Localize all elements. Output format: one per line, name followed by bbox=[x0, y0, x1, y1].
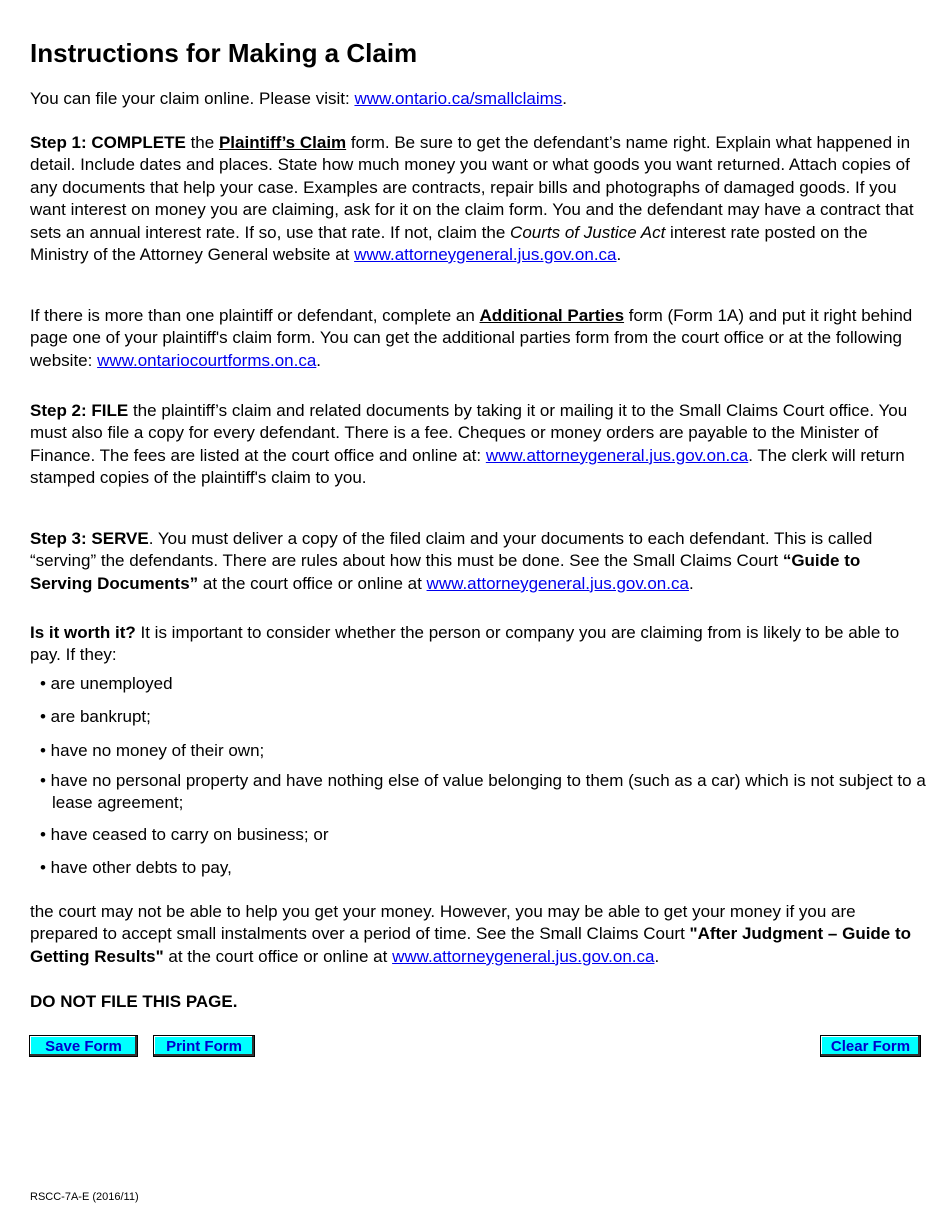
attorneygeneral-link-1[interactable]: www.attorneygeneral.jus.gov.on.ca bbox=[354, 245, 617, 265]
clear-form-button[interactable]: Clear Form bbox=[820, 1035, 921, 1057]
step1-label: Step 1: COMPLETE bbox=[30, 133, 186, 152]
closing-paragraph: the court may not be able to help you get your money. However, you may be able to get your money if you are prepared to accept small instalments over a period of time. See the Small Claims Court "After Judgment – Guide to Getting Results" at the court office or online at www.attorneygeneral.jus.gov.on.ca. bbox=[30, 902, 912, 966]
print-form-button[interactable]: Print Form bbox=[153, 1035, 255, 1057]
list-item: • are unemployed bbox=[40, 674, 173, 693]
step3-label: Step 3: SERVE bbox=[30, 529, 149, 548]
form-code: RSCC-7A-E (2016/11) bbox=[30, 1191, 139, 1203]
list-item: • have no money of their own; bbox=[40, 741, 265, 760]
attorneygeneral-link-2[interactable]: www.attorneygeneral.jus.gov.on.ca bbox=[485, 445, 749, 465]
plaintiffs-claim-form-name: Plaintiff’s Claim bbox=[218, 133, 347, 152]
step3-paragraph: Step 3: SERVE. You must deliver a copy of the filed claim and your documents to each defendant. This is called “serving” the defendants. There are rules about how this must be done. See the Small Claims Court “Guide to Serving Documents” at the court office or online at www.attorneygeneral.jus.gov.on.ca. bbox=[30, 529, 873, 593]
step1-paragraph: Step 1: COMPLETE the Plaintiff’s Claim form. Be sure to get the defendant’s name right. Explain what happened in detail. Include dates and places. State how much money you want or what goods you want returned. Attach copies of any documents that help your case. Examples are contracts, repair bills and photographs of damaged goods. If you want interest on money you are claiming, ask for it on the claim form. You and the defendant may have a contract that sets an annual interest rate. If so, use that rate. If not, claim the Courts of Justice Act interest rate posted on the Ministry of the Attorney General website at www.attorneygeneral.jus.gov.on.ca. bbox=[30, 133, 914, 265]
smallclaims-link[interactable]: www.ontario.ca/smallclaims bbox=[354, 89, 563, 108]
save-form-button[interactable]: Save Form bbox=[29, 1035, 138, 1057]
worth-label: Is it worth it? bbox=[30, 623, 136, 642]
guide-after-judgment: "After Judgment – Guide to Getting Results" bbox=[30, 924, 912, 966]
list-item: • have no personal property and have nothing else of value belonging to them (such as a car) which is not subject to a lease agreement; bbox=[40, 771, 926, 813]
attorneygeneral-link-3[interactable]: www.attorneygeneral.jus.gov.on.ca bbox=[426, 573, 689, 593]
step2-paragraph: Step 2: FILE the plaintiff’s claim and related documents by taking it or mailing it to the Small Claims Court office. You must also file a copy for every defendant. There is a fee. Cheques or money orders are payable to the Minister of Finance. The fees are listed at the court office and online at: www.attorneygeneral.jus.gov.on.ca. The clerk will return stamped copies of the plaintiff's claim to you. bbox=[30, 401, 908, 488]
courts-of-justice-act: Courts of Justice Act bbox=[510, 222, 666, 242]
page-title: Instructions for Making a Claim bbox=[30, 38, 418, 68]
worth-paragraph: Is it worth it? It is important to consider whether the person or company you are claiming from is likely to be able to pay. If they: bbox=[30, 623, 900, 665]
guide-serving-documents: “Guide to Serving Documents” bbox=[30, 551, 861, 593]
do-not-file-notice: DO NOT FILE THIS PAGE. bbox=[30, 992, 238, 1011]
ontariocourtforms-link[interactable]: www.ontariocourtforms.on.ca bbox=[97, 350, 317, 370]
intro-paragraph: You can file your claim online. Please visit: www.ontario.ca/smallclaims. bbox=[30, 89, 568, 108]
list-item: • have ceased to carry on business; or bbox=[40, 825, 329, 844]
additional-parties-form-name: Additional Parties bbox=[479, 306, 625, 325]
additional-parties-paragraph: If there is more than one plaintiff or defendant, complete an Additional Parties form (Form 1A) and put it right behind page one of your plaintiff's claim form. You can get the additional parties form from the court office or at the following website: www.ontariocourtforms.on.ca. bbox=[30, 306, 913, 370]
attorneygeneral-link-4[interactable]: www.attorneygeneral.jus.gov.on.ca bbox=[392, 946, 655, 966]
list-item: • have other debts to pay, bbox=[40, 858, 232, 877]
list-item: • are bankrupt; bbox=[40, 707, 151, 726]
step2-label: Step 2: FILE bbox=[30, 401, 129, 420]
